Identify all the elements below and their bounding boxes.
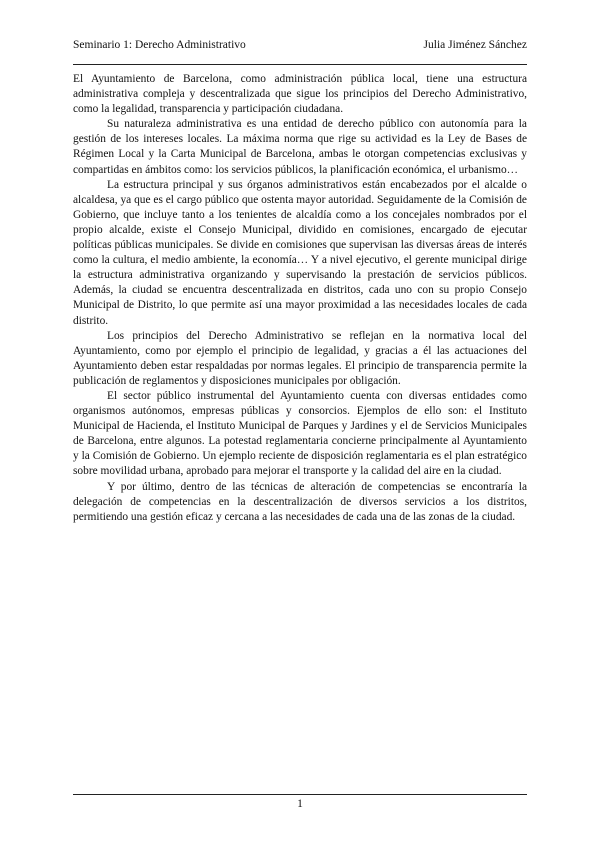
header-author: Julia Jiménez Sánchez	[423, 39, 527, 51]
footer-rule	[73, 794, 527, 795]
paragraph: El Ayuntamiento de Barcelona, como administración pública local, tiene una estructura administrativa compleja y descentralizada que sigue los principios del Derecho Administrativo, como la legalidad, transparencia y participación ciudadana.	[73, 73, 527, 116]
page-number: 1	[297, 798, 303, 810]
paragraph: Y por último, dentro de las técnicas de alteración de competencias se encontraría la delegación de competencias en la descentralización de diversos servicios a los distritos, permitiendo una gestión eficaz y cercana a las necesidades de cada una de las zonas de la ciudad.	[73, 480, 527, 523]
document-body	[73, 72, 527, 525]
paragraph: La estructura principal y sus órganos administrativos están encabezados por el alcalde o alcaldesa, ya que es el cargo público que ostenta mayor autoridad. Seguidamente de la Comisión de Gobierno, que incluye tanto a los tenientes de alcaldía como a los concejales nombrados por el propio alcalde, existe el Consejo Municipal, dividido en comisiones, encargado de ejecutar políticas públicas municipales. Se divide en comisiones que supervisan las diversas áreas de interés como la cultura, el medio ambiente, la economía… Y a nivel ejecutivo, el gerente municipal dirige la estructura administrativa organizando y supervisando la prestación de servicios públicos. Además, la ciudad se encuentra descentralizada en distritos, cada uno con su propio Consejo Municipal de Distrito, lo que permite así una mayor proximidad a las necesidades locales de cada distrito.	[73, 178, 527, 327]
paragraph: Los principios del Derecho Administrativo se reflejan en la normativa local del Ayuntamiento, como por ejemplo el principio de legalidad, y gracias a él las actuaciones del Ayuntamiento deben estar respaldadas por normas legales. El principio de transparencia permite la publicación de reglamentos y disposiciones municipales por obligación.	[73, 329, 527, 387]
paragraph: Su naturaleza administrativa es una entidad de derecho público con autonomía para la gestión de los intereses locales. La máxima norma que rige su actividad es la Ley de Bases de Régimen Local y la Carta Municipal de Barcelona, ambas le otorgan competencias exclusivas y compartidas en ámbitos como: los servicios públicos, la planificación económica, el urbanismo…	[73, 118, 527, 176]
header-title: Seminario 1: Derecho Administrativo	[73, 39, 246, 51]
paragraph: El sector público instrumental del Ayuntamiento cuenta con diversas entidades como organismos autónomos, empresas públicas y consorcios. Ejemplos de ello son: el Instituto Municipal de Hacienda, el Instituto Municipal de Parques y Jardines y el de Servicios Municipales de Barcelona, entre algunos. La potestad reglamentaria concierne principalmente al Ayuntamiento y la Comisión de Gobierno. Un ejemplo reciente de disposición reglamentaria es el plan estratégico sobre movilidad urbana, aprobado para mejorar el transporte y la calidad del aire en la ciudad.	[73, 389, 527, 478]
header-rule	[73, 64, 527, 65]
page-header	[73, 38, 527, 52]
